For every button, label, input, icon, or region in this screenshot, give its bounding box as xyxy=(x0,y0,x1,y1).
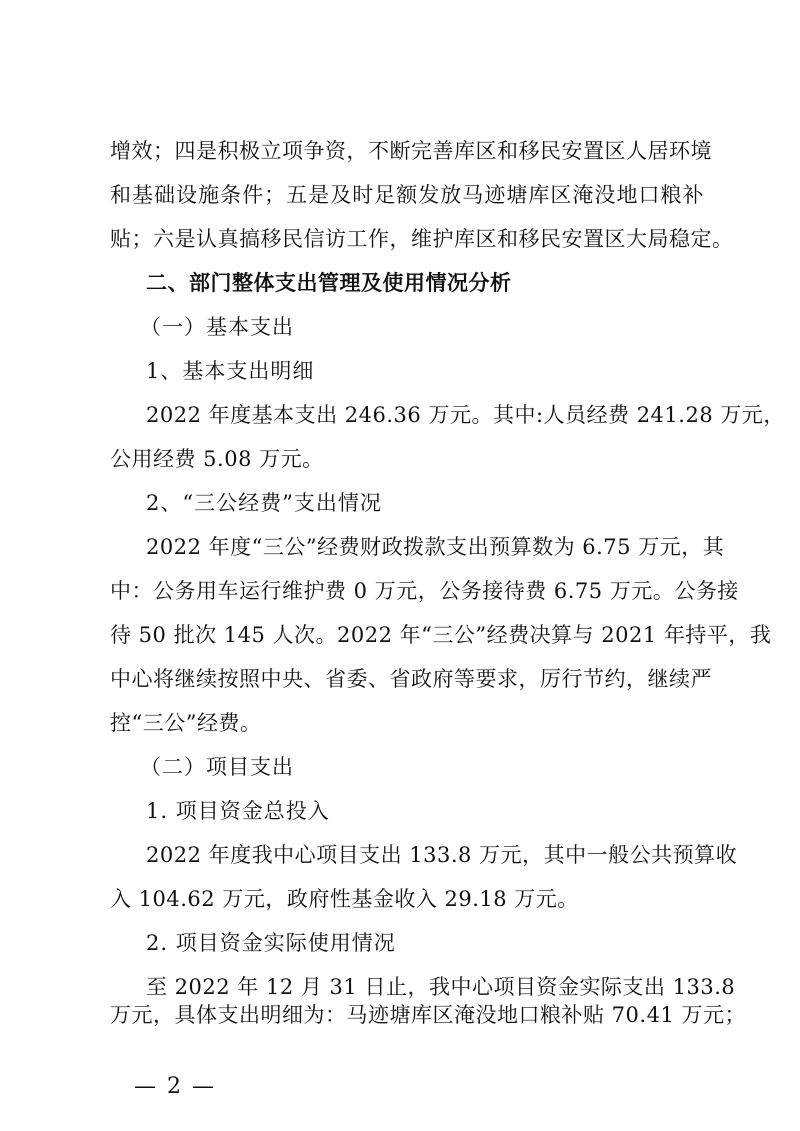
paragraph-line: 中心将继续按照中央、省委、省政府等要求，厉行节约，继续严 xyxy=(110,667,712,691)
paragraph-line: 2022 年度基本支出 246.36 万元。其中:人员经费 241.28 万元， xyxy=(146,403,785,427)
subsection-heading: （二）项目支出 xyxy=(140,755,294,779)
page-number: — 2 — xyxy=(134,1074,216,1099)
subsection-heading: （一）基本支出 xyxy=(140,315,294,339)
item-heading: 1、基本支出明细 xyxy=(146,359,315,383)
paragraph-line: 控“三公”经费。 xyxy=(110,711,262,735)
paragraph-line: 增效；四是积极立项争资，不断完善库区和移民安置区人居环境 xyxy=(110,139,712,163)
paragraph-line: 2022 年度我中心项目支出 133.8 万元，其中一般公共预算收 xyxy=(146,843,738,867)
item-heading: 2、“三公经费”支出情况 xyxy=(146,491,382,515)
paragraph-line: 中：公务用车运行维护费 0 万元，公务接待费 6.75 万元。公务接 xyxy=(110,579,739,603)
item-heading: 2. 项目资金实际使用情况 xyxy=(146,931,396,955)
section-heading: 二、部门整体支出管理及使用情况分析 xyxy=(146,271,512,295)
paragraph-line: 贴；六是认真搞移民信访工作，维护库区和移民安置区大局稳定。 xyxy=(110,227,734,251)
paragraph-line: 万元，具体支出明细为：马迹塘库区淹没地口粮补贴 70.41 万元； xyxy=(110,1003,746,1027)
paragraph-line: 和基础设施条件；五是及时足额发放马迹塘库区淹没地口粮补 xyxy=(110,183,704,207)
item-heading: 1. 项目资金总投入 xyxy=(146,799,330,823)
paragraph-line: 待 50 批次 145 人次。2022 年“三公”经费决算与 2021 年持平，我 xyxy=(110,623,772,647)
paragraph-line: 2022 年度“三公”经费财政拨款支出预算数为 6.75 万元，其 xyxy=(146,535,725,559)
paragraph-line: 入 104.62 万元，政府性基金收入 29.18 万元。 xyxy=(110,887,579,911)
paragraph-line: 至 2022 年 12 月 31 日止，我中心项目资金实际支出 133.8 xyxy=(146,975,736,999)
paragraph-line: 公用经费 5.08 万元。 xyxy=(110,447,324,471)
